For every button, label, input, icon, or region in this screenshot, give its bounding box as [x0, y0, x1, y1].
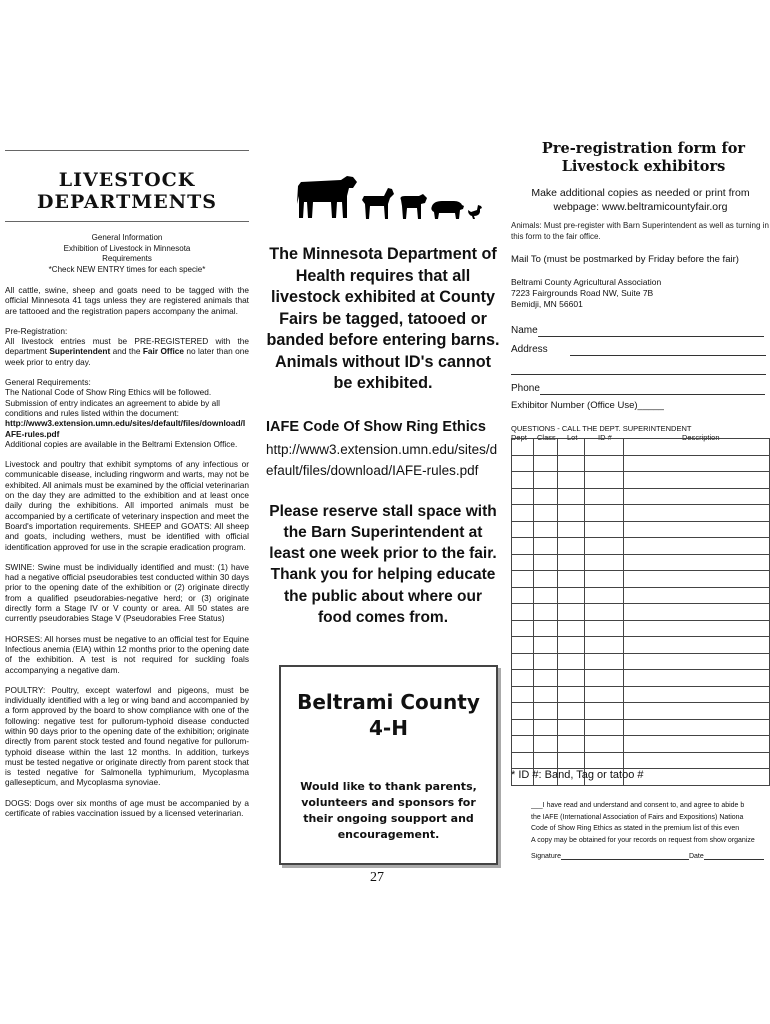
health-requirement-notice: The Minnesota Department of Health requires that all livestock exhibited at County Fairs be tagged, tatooed or banded before entering barns. Animals without ID's cannot be exhibited.: [266, 245, 500, 392]
entry-cell[interactable]: [534, 521, 558, 538]
table-row: [512, 472, 770, 489]
entry-cell[interactable]: [623, 736, 769, 753]
entry-cell[interactable]: [623, 488, 769, 505]
livestock-silhouettes: [280, 172, 500, 220]
entry-cell[interactable]: [584, 604, 623, 621]
address-field-2[interactable]: [511, 362, 770, 376]
entry-cell[interactable]: [623, 769, 769, 786]
entry-cell[interactable]: [512, 653, 534, 670]
signature-row: [531, 853, 770, 860]
general-line: General Information: [91, 233, 163, 242]
entry-cell[interactable]: [623, 653, 769, 670]
entry-cell[interactable]: [584, 571, 623, 588]
date-label: Date: [688, 853, 704, 860]
form-title-line1: Pre-registration form for: [541, 140, 746, 157]
livestock-departments-column: [5, 150, 249, 818]
general-line: Exhibition of Livestock in Minnesota: [63, 243, 191, 253]
entry-cell[interactable]: [557, 703, 584, 720]
entry-cell[interactable]: [584, 472, 623, 489]
entry-cell[interactable]: [512, 439, 534, 456]
form-note: Animals: Must pre-register with Barn Superintendent as well as turning in this form to the fair office.: [511, 221, 769, 241]
general-information: [5, 233, 249, 275]
entry-cell[interactable]: [584, 686, 623, 703]
entry-cell[interactable]: [534, 637, 558, 654]
entry-cell[interactable]: [557, 752, 584, 769]
entry-cell[interactable]: [623, 752, 769, 769]
entry-cell[interactable]: [584, 554, 623, 571]
entry-cell[interactable]: [584, 719, 623, 736]
table-row: [512, 571, 770, 588]
entry-cell[interactable]: [512, 587, 534, 604]
entry-cell[interactable]: [557, 521, 584, 538]
table-row: [512, 686, 770, 703]
table-row: [512, 620, 770, 637]
entry-cell[interactable]: [557, 587, 584, 604]
entry-cell[interactable]: [557, 653, 584, 670]
date-line[interactable]: [704, 859, 764, 860]
entry-cell[interactable]: [623, 505, 769, 522]
entry-cell[interactable]: [534, 472, 558, 489]
preregistration-text: All livestock entries must be PRE-REGISTERED with the department: [5, 336, 249, 357]
entry-cell[interactable]: [512, 488, 534, 505]
entry-cell[interactable]: [584, 538, 623, 555]
table-row: [512, 455, 770, 472]
entry-cell[interactable]: [557, 439, 584, 456]
dogs-paragraph: DOGS: Dogs over six months of age must be accompanied by a certificate of rabies vaccination issued by a licensed veterinarian.: [5, 797, 249, 819]
column-header: Lot: [567, 433, 578, 442]
table-row: [512, 439, 770, 456]
poultry-paragraph: POULTRY: Poultry, except waterfowl and pigeons, must be individually identified with a leg or wing band and accompanied by a form approved by the board to show compliance with one of the following: negative test for pullorum-typhoid disease conducted within 90 days prior to the opening date of the exhibition; originate directly from parent stock tested and found negative for pullorum-typhoid disease within the last 12 months. In addition, turkeys must be tested negative or originate directly from parent stock that is tested negative for Salmonella typhimurium, Mycoplasma gallesepticum, and Mycoplasma synoviae.: [5, 684, 249, 788]
iafe-heading: IAFE Code Of Show Ring Ethics: [266, 418, 486, 435]
top-rule: [5, 150, 249, 151]
signature-line[interactable]: [561, 859, 689, 860]
entry-cell[interactable]: [584, 505, 623, 522]
entry-cell[interactable]: [534, 455, 558, 472]
questions-note: QUESTIONS - CALL THE DEPT. SUPERINTENDENT: [511, 424, 692, 433]
fair-office-text: Fair Office: [142, 346, 184, 357]
entry-cell[interactable]: [584, 703, 623, 720]
entry-cell[interactable]: [512, 604, 534, 621]
entry-cell[interactable]: [534, 505, 558, 522]
entry-cell[interactable]: [534, 653, 558, 670]
general-requirements-paragraph: [5, 377, 249, 449]
entry-cell[interactable]: [557, 620, 584, 637]
entry-cell[interactable]: [512, 670, 534, 687]
entry-cell[interactable]: [584, 637, 623, 654]
preregistration-heading: Pre-Registration:: [5, 325, 68, 336]
swine-paragraph: SWINE: Swine must be individually identified and must: (1) have had a negative official pseudorabies test conducted within 30 days prior to the opening date of the exhibition or (2) originate directly from a qualified pseudorabies-negative herd; or (3) originate directly form a Stage IV or V county or area. All 50 states are currently pseudorabies Stage V (Pseudorabies Free Status): [5, 561, 249, 624]
rules-link[interactable]: http://www3.extension.umn.edu/sites/default/files/download/IAFE-rules.pdf: [5, 418, 246, 439]
address-line-1[interactable]: [570, 355, 766, 356]
entry-cell[interactable]: [512, 752, 534, 769]
entry-cell[interactable]: [512, 703, 534, 720]
table-row: [512, 719, 770, 736]
pig-icon: [430, 200, 464, 220]
entry-cell[interactable]: [623, 587, 769, 604]
preregistration-form: [511, 140, 770, 443]
entry-cell[interactable]: [512, 538, 534, 555]
entry-cell[interactable]: [557, 719, 584, 736]
entry-cell[interactable]: [534, 736, 558, 753]
entry-cell[interactable]: [584, 752, 623, 769]
table-row: [512, 521, 770, 538]
address-line: Beltrami County Agricultural Association: [511, 277, 662, 287]
table-row: [512, 505, 770, 522]
entry-cell[interactable]: [623, 703, 769, 720]
table-row: [512, 488, 770, 505]
page-number: 27: [370, 870, 384, 885]
cow-icon: [297, 174, 359, 220]
phone-line[interactable]: [540, 394, 765, 395]
entry-cell[interactable]: [623, 554, 769, 571]
entry-cell[interactable]: [534, 752, 558, 769]
entry-cell[interactable]: [623, 604, 769, 621]
general-requirements-text: The National Code of Show Ring Ethics will be followed. Submission of entry indicates an agreement to abide by all conditions and rules listed within the document:: [5, 387, 220, 418]
exhibitor-number[interactable]: Exhibitor Number (Office Use)_____: [511, 400, 664, 411]
entry-cell[interactable]: [623, 620, 769, 637]
section-title: [5, 169, 249, 213]
entry-cell[interactable]: [623, 670, 769, 687]
entry-cell[interactable]: [623, 637, 769, 654]
table-row: [512, 538, 770, 555]
horses-paragraph: HORSES: All horses must be negative to an official test for Equine Infectious anemia (EIA) within 12 months prior to the opening date of the exhibition. A test is not required for suckling foals accompanying a negative dam.: [5, 633, 249, 675]
consent-line: ___I have read and understand and consent to, and agree to abide b: [531, 802, 745, 809]
form-subtitle: Make additional copies as needed or print from webpage: www.beltramicountyfair.org: [531, 187, 750, 213]
phone-label: Phone: [511, 383, 540, 394]
mailing-address: [511, 277, 770, 310]
entry-cell[interactable]: [534, 604, 558, 621]
stall-reservation-notice: Please reserve stall space with the Barn Superintendent at least one week prior to the fair. Thank you for helping educate the public about where our food comes from.: [269, 502, 497, 626]
address-label: Address: [511, 344, 548, 355]
entry-cell[interactable]: [584, 620, 623, 637]
column-header: Description: [682, 433, 720, 442]
entry-cell[interactable]: [534, 538, 558, 555]
box-title-line1: Beltrami County: [297, 690, 480, 714]
form-title-line2: Livestock exhibitors: [561, 158, 726, 175]
preregistration-paragraph: [5, 326, 249, 367]
entry-cell[interactable]: [623, 719, 769, 736]
entry-cell[interactable]: [534, 719, 558, 736]
entry-cell[interactable]: [557, 488, 584, 505]
consent-statement[interactable]: [531, 800, 770, 847]
section-title-line2: DEPARTMENTS: [37, 191, 217, 213]
entry-cell[interactable]: [557, 505, 584, 522]
name-field[interactable]: [511, 324, 770, 337]
table-row: [512, 554, 770, 571]
section-title-line1: LIVESTOCK: [58, 169, 196, 191]
entry-cell[interactable]: [584, 736, 623, 753]
entry-cell[interactable]: [534, 571, 558, 588]
entry-cell[interactable]: [557, 637, 584, 654]
entry-cell[interactable]: [623, 439, 769, 456]
name-label: Name: [511, 325, 538, 336]
entry-cell[interactable]: [534, 620, 558, 637]
chicken-icon: [467, 204, 483, 220]
entry-cell[interactable]: [584, 521, 623, 538]
general-line: *Check NEW ENTRY times for each specie*: [48, 264, 206, 274]
table-row: [512, 703, 770, 720]
column-header: Class: [537, 433, 556, 442]
column-header: Dept: [511, 433, 527, 442]
middle-column: [266, 172, 500, 628]
address-line-2[interactable]: [511, 374, 766, 375]
entry-cell[interactable]: [512, 554, 534, 571]
entry-cell[interactable]: [512, 455, 534, 472]
consent-line: A copy may be obtained for your records on request from show organize: [531, 837, 755, 845]
form-title: [517, 140, 770, 176]
box-title-line2: 4-H: [369, 716, 408, 740]
table-row: [512, 587, 770, 604]
general-line: Requirements: [102, 254, 152, 263]
table-row: [512, 670, 770, 687]
preregistration-text: no later than one week prior to entry day.: [5, 346, 249, 367]
entry-cell[interactable]: [557, 604, 584, 621]
entry-cell[interactable]: [584, 670, 623, 687]
signature-label: Signature: [531, 853, 561, 860]
entry-cell[interactable]: [623, 571, 769, 588]
entry-cell[interactable]: [557, 736, 584, 753]
sheep-icon: [399, 194, 427, 220]
entry-cell[interactable]: [512, 620, 534, 637]
tagging-paragraph: All cattle, swine, sheep and goats need to be tagged with the official Minnesota 41 tags unless they are registered animals that are tattooed and the registration papers accompany the animal.: [5, 285, 249, 316]
preregistration-text: and the: [110, 346, 143, 357]
entry-cell[interactable]: [534, 554, 558, 571]
entry-cell[interactable]: [512, 637, 534, 654]
entry-cell[interactable]: [512, 571, 534, 588]
entry-cell[interactable]: [534, 703, 558, 720]
general-requirements-heading: General Requirements:: [5, 377, 91, 388]
entry-cell[interactable]: [623, 521, 769, 538]
entry-cell[interactable]: [512, 686, 534, 703]
beltrami-4h-box: [279, 665, 498, 865]
box-message: Would like to thank parents, volunteers and sponsors for their ongoing soupport and encouragement.: [300, 780, 477, 841]
entry-cell[interactable]: [557, 472, 584, 489]
consent-line: the IAFE (International Association of Fairs and Expositions) Nationa: [531, 813, 744, 821]
entry-cell[interactable]: [512, 505, 534, 522]
mail-to: Mail To (must be postmarked by Friday before the fair): [511, 254, 739, 265]
iafe-link[interactable]: http://www3.extension.umn.edu/sites/default/files/download/IAFE-rules.pdf: [266, 441, 498, 478]
entry-cell[interactable]: [557, 670, 584, 687]
entry-cell[interactable]: [623, 455, 769, 472]
superintendent-text: Superintendent: [49, 346, 111, 357]
entry-cell[interactable]: [512, 472, 534, 489]
table-row: [512, 736, 770, 753]
table-row: [512, 653, 770, 670]
id-footnote: * ID #: Band, Tag or tatoo #: [511, 769, 644, 781]
entry-cell[interactable]: [534, 670, 558, 687]
column-header: ID #: [598, 433, 612, 442]
entry-cell[interactable]: [584, 488, 623, 505]
name-line[interactable]: [538, 336, 764, 337]
entry-cell[interactable]: [534, 488, 558, 505]
table-row: [512, 752, 770, 769]
entry-cell[interactable]: [557, 538, 584, 555]
entry-cell[interactable]: [534, 439, 558, 456]
entry-cell[interactable]: [584, 455, 623, 472]
entry-cell[interactable]: [512, 719, 534, 736]
entry-cell[interactable]: [584, 439, 623, 456]
table-row: [512, 637, 770, 654]
entry-cell[interactable]: [534, 587, 558, 604]
entry-table: [511, 438, 770, 786]
entry-cell[interactable]: [623, 538, 769, 555]
entry-cell[interactable]: [512, 521, 534, 538]
entry-cell[interactable]: [584, 587, 623, 604]
entry-cell[interactable]: [557, 554, 584, 571]
entry-cell[interactable]: [557, 686, 584, 703]
table-row: [512, 604, 770, 621]
entry-cell[interactable]: [623, 686, 769, 703]
goat-icon: [362, 186, 396, 220]
entry-cell[interactable]: [512, 736, 534, 753]
disease-paragraph: Livestock and poultry that exhibit symptoms of any infectious or communicable disease, including ringworm and warts, may not be exhibited. All animals must be examined by the official veterinarian on the day they are admitted to the exhibition and at least once daily during the exhibitions. All imported animals must be accompanied by a certificate of veterinary inspection and meet the Board's importation requirements. SHEEP and GOATS: All sheep and goats, including wethers, must be identified with official identification approved for use in the scrapie eradication program.: [5, 459, 249, 552]
entry-cell[interactable]: [623, 472, 769, 489]
address-line: 7223 Fairgrounds Road NW, Suite 7B: [511, 288, 654, 298]
entry-cell[interactable]: [557, 571, 584, 588]
phone-field[interactable]: [511, 382, 770, 395]
general-requirements-text: Additional copies are available in the Beltrami Extension Office.: [5, 438, 238, 449]
bottom-rule: [5, 221, 249, 222]
entry-cell[interactable]: [584, 653, 623, 670]
box-title: [281, 689, 496, 741]
address-field[interactable]: [511, 343, 770, 356]
entry-cell[interactable]: [557, 455, 584, 472]
address-line: Bemidji, MN 56601: [511, 299, 583, 309]
consent-line: Code of Show Ring Ethics as stated in the premium list of this even: [531, 825, 740, 833]
entry-cell[interactable]: [534, 686, 558, 703]
